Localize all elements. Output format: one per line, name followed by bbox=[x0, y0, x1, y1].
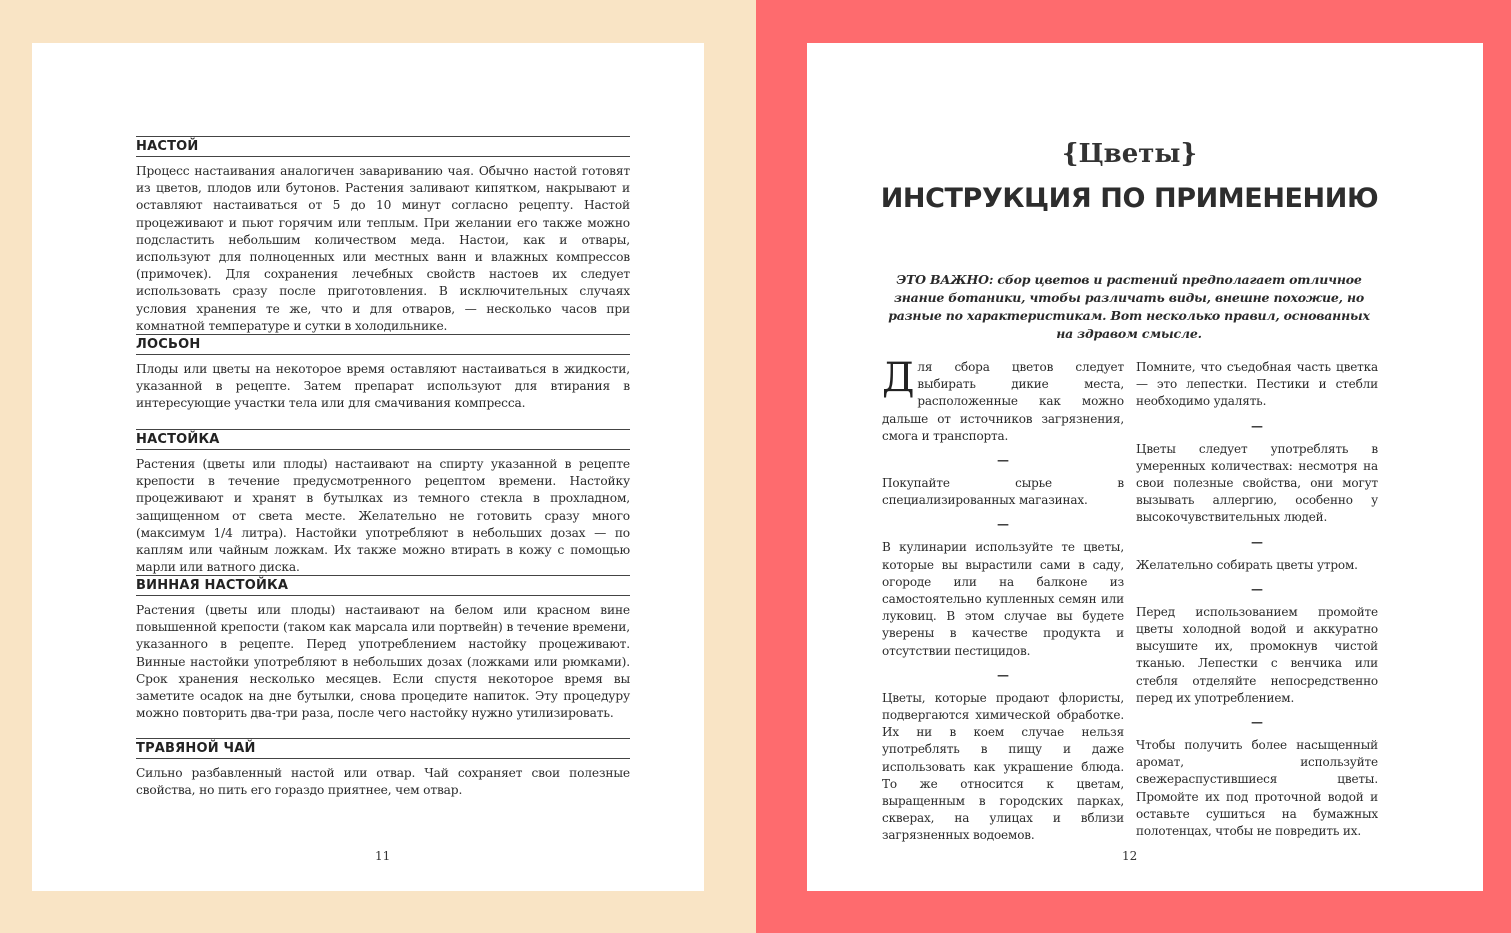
separator: — bbox=[997, 453, 1009, 468]
separator: — bbox=[1251, 581, 1263, 596]
section-travyanoy-chay bbox=[136, 738, 630, 799]
page-number: 12 bbox=[1122, 849, 1138, 863]
separator: — bbox=[1251, 418, 1263, 433]
intro-note: ЭТО ВАЖНО: сбор цветов и растений предполагает отличное знание ботаники, чтобы различать виды, внешне похожие, но разные по характеристикам. Вот несколько правил, основанных на здравом смысле. bbox=[888, 272, 1370, 341]
drop-cap: Д bbox=[882, 355, 915, 401]
section-vinnaya-nastoyka bbox=[136, 575, 630, 722]
page-title: ИНСТРУКЦИЯ ПО ПРИМЕНЕНИЮ bbox=[880, 183, 1379, 214]
section-heading: НАСТОЙКА bbox=[136, 429, 630, 450]
section-text: Растения (цветы или плоды) настаивают на белом или красном вине повышенной крепости (таком как марсала или портвейн) в течение времени, указанного в рецепте. Перед употреблением настойку процеживают. Винные настойки употребляют в небольших дозах (ложками или рюмками). Срок хранения несколько месяцев. Если спустя некоторое время вы заметите осадок на дне бутылки, снова процедите напиток. Эту процедуру можно повторить два-три раза, после чего настойку нужно утилизировать. bbox=[136, 603, 630, 721]
section-nastoy bbox=[136, 136, 630, 335]
rule-paragraph: Чтобы получить более насыщенный аромат, используйте свежераспустившиеся цветы. Промойте их под проточной водой и оставьте сушиться на бумажных полотенцах, чтобы не повредить их. bbox=[1136, 738, 1378, 839]
page-title-braces: {Цветы} bbox=[1061, 139, 1198, 169]
section-text: Растения (цветы или плоды) настаивают на спирту указанной в рецепте крепости в течение предусмотренного рецептом времени. Настойку процеживают и хранят в бутылках из темного стекла в прохладном, защищенном от света месте. Желательно не готовить сразу много (максимум 1/4 литра). Настойки употребляют в небольших дозах — по каплям или чайным ложкам. Их также можно втирать в кожу с помощью марли или ватного диска. bbox=[136, 457, 630, 575]
rule-paragraph: Желательно собирать цветы утром. bbox=[1136, 557, 1358, 572]
rules-column-left bbox=[882, 355, 1124, 845]
section-text: Сильно разбавленный настой или отвар. Чай сохраняет свои полезные свойства, но пить его гораздо приятнее, чем отвар. bbox=[136, 766, 630, 798]
separator: — bbox=[1251, 534, 1263, 549]
section-heading: ТРАВЯНОЙ ЧАЙ bbox=[136, 738, 630, 759]
section-heading: НАСТОЙ bbox=[136, 136, 630, 157]
section-loson bbox=[136, 334, 630, 413]
rule-paragraph: Покупайте сырье в специализированных магазинах. bbox=[882, 476, 1124, 508]
right-page bbox=[807, 43, 1483, 891]
section-text: Плоды или цветы на некоторое время оставляют настаиваться в жидкости, указанной в рецепте. Затем препарат используют для втирания в интересующие участки тела или для смачивания компресса. bbox=[136, 362, 630, 411]
section-heading: ВИННАЯ НАСТОЙКА bbox=[136, 575, 630, 596]
section-heading: ЛОСЬОН bbox=[136, 334, 630, 355]
separator: — bbox=[997, 517, 1009, 532]
section-nastoyka bbox=[136, 429, 630, 576]
rules-column-right bbox=[1136, 359, 1378, 840]
page-number: 11 bbox=[375, 849, 391, 863]
separator: — bbox=[1251, 715, 1263, 730]
rule-paragraph: Цветы, которые продают флористы, подвергаются химической обработке. Их ни в коем случае нельзя употреблять в пищу и даже использовать как украшение блюда. То же относится к цветам, выращенным в городских парках, скверах, на улицах и вблизи загрязненных водоемов. bbox=[882, 690, 1124, 843]
left-page bbox=[32, 43, 704, 891]
rule-paragraph bbox=[882, 355, 1124, 445]
section-text: Процесс настаивания аналогичен завариванию чая. Обычно настой готовят из цветов, плодов или бутонов. Растения заливают кипятком, накрывают и оставляют настаиваться от 5 до 10 минут согласно рецепту. Настой процеживают и пьют горячим или теплым. При желании его также можно подсластить небольшим количеством меда. Настои, как и отвары, используют для полноценных или местных ванн и влажных компрессов (примочек). Для сохранения лечебных свойств настоев их следует использовать сразу после приготовления. В исключительных случаях условия хранения те же, что и для отваров, — несколько часов при комнатной температуре и сутки в холодильнике. bbox=[136, 164, 630, 333]
separator: — bbox=[997, 667, 1009, 682]
rule-paragraph: Перед использованием промойте цветы холодной водой и аккуратно высушите их, промокнув чистой тканью. Лепестки с венчика или стебля отделяйте непосредственно перед их употреблением. bbox=[1136, 604, 1378, 705]
rule-text: ля сбора цветов следует выбирать дикие места, расположенные как можно дальше от источников загрязнения, смога и транспорта. bbox=[882, 360, 1124, 443]
rule-paragraph: Помните, что съедобная часть цветка — это лепестки. Пестики и стебли необходимо удалять. bbox=[1136, 360, 1378, 409]
rule-paragraph: Цветы следует употреблять в умеренных количествах: несмотря на свои полезные свойства, они могут вызывать аллергию, особенно у высокочувствительных людей. bbox=[1136, 441, 1378, 525]
rule-paragraph: В кулинарии используйте те цветы, которые вы вырастили сами в саду, огороде или на балконе из самостоятельно купленных семян или луковиц. В этом случае вы будете уверены в качестве продукта и отсутствии пестицидов. bbox=[882, 540, 1124, 658]
